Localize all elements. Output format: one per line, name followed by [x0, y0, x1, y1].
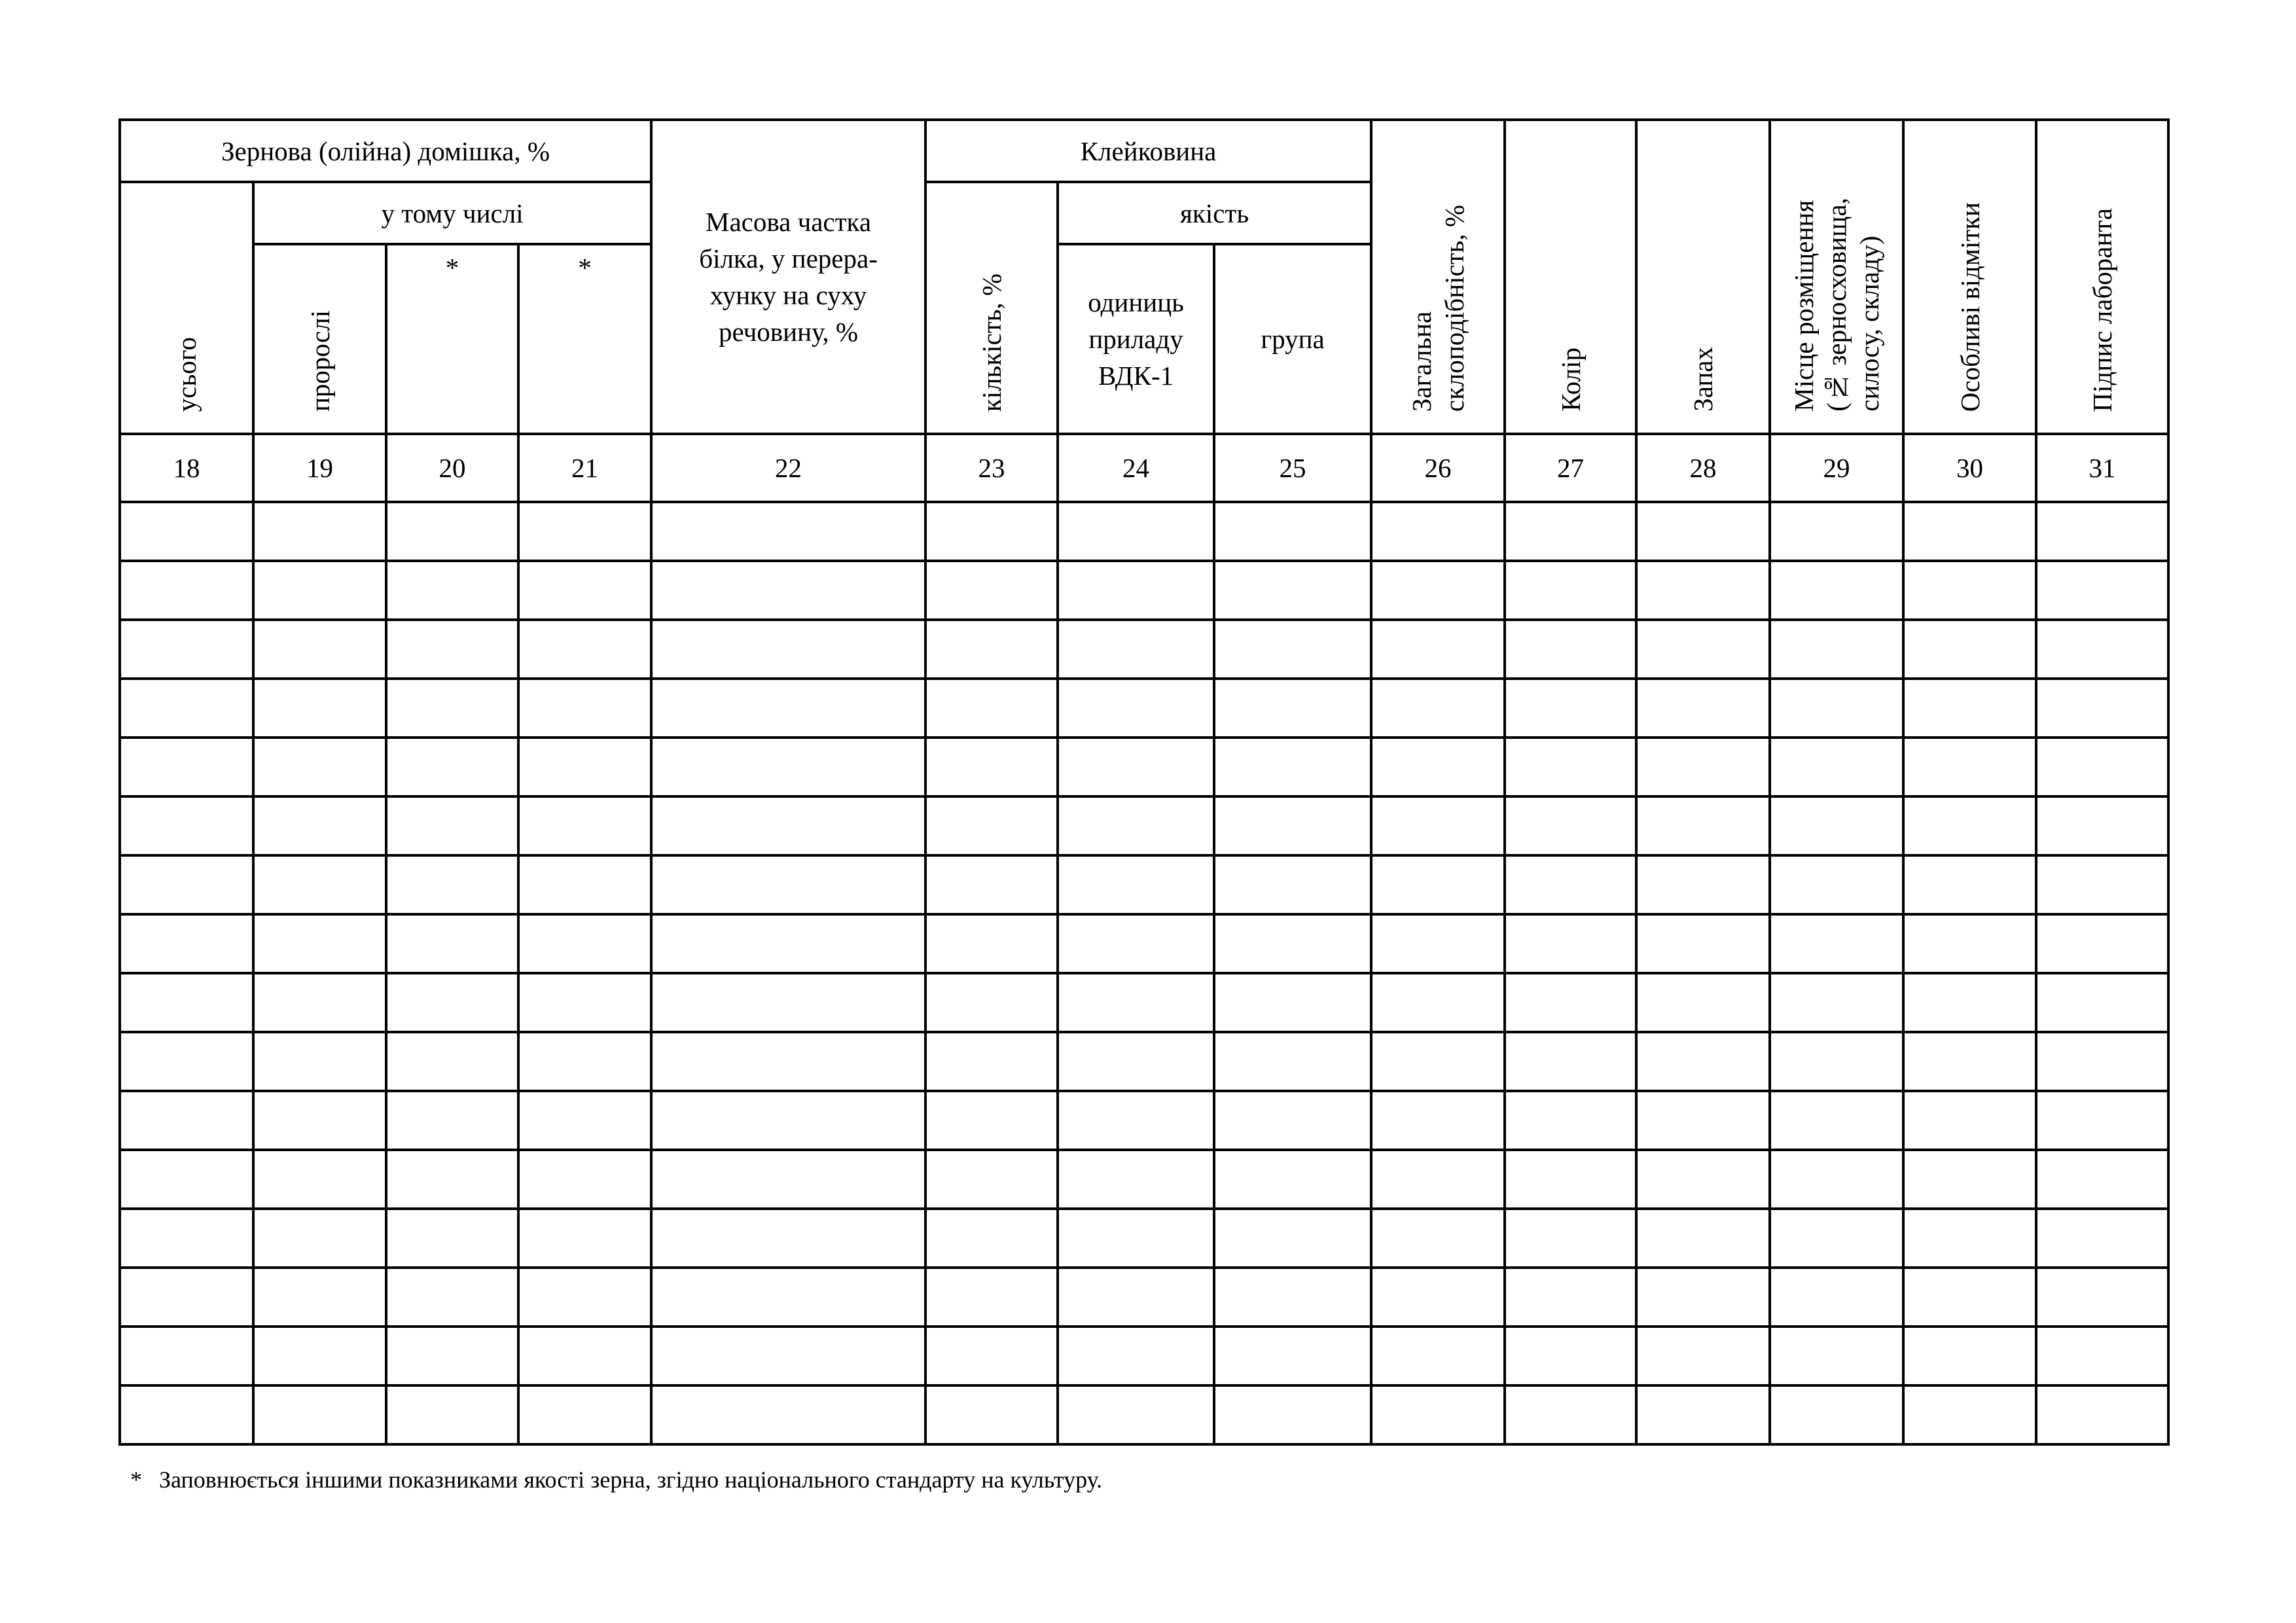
table-cell[interactable]: [2036, 561, 2168, 620]
table-cell[interactable]: [386, 1091, 518, 1150]
table-cell[interactable]: [1636, 1209, 1770, 1268]
table-cell[interactable]: [253, 914, 386, 973]
table-cell[interactable]: [1903, 1385, 2036, 1444]
table-cell[interactable]: [386, 738, 518, 796]
table-cell[interactable]: [1505, 1327, 1636, 1385]
header-color: [1505, 120, 1636, 434]
table-cell[interactable]: [1505, 914, 1636, 973]
table-cell[interactable]: [1214, 561, 1371, 620]
table-cell[interactable]: [1903, 1091, 2036, 1150]
table-cell[interactable]: [1371, 679, 1505, 738]
table-cell[interactable]: [651, 738, 925, 796]
table-cell[interactable]: [1903, 1209, 2036, 1268]
table-cell[interactable]: [518, 1268, 651, 1327]
table-cell[interactable]: [1214, 973, 1371, 1032]
table-cell[interactable]: [2036, 1385, 2168, 1444]
table-cell[interactable]: [120, 502, 253, 561]
table-cell[interactable]: [1371, 620, 1505, 679]
table-cell[interactable]: [518, 620, 651, 679]
table-cell[interactable]: [2036, 914, 2168, 973]
header-gluten: Клейковина: [925, 120, 1371, 182]
table-cell[interactable]: [1371, 1209, 1505, 1268]
table-cell[interactable]: [1214, 502, 1371, 561]
table-cell[interactable]: [925, 1032, 1058, 1091]
table-cell[interactable]: [1770, 1209, 1903, 1268]
table-cell[interactable]: [2036, 796, 2168, 855]
table-cell[interactable]: [1636, 679, 1770, 738]
table-cell[interactable]: [2036, 1209, 2168, 1268]
table-cell[interactable]: [2036, 738, 2168, 796]
table-cell[interactable]: [1636, 502, 1770, 561]
table-cell[interactable]: [651, 1209, 925, 1268]
table-cell[interactable]: [651, 1327, 925, 1385]
table-cell[interactable]: [1214, 1327, 1371, 1385]
table-cell[interactable]: [1903, 738, 2036, 796]
table-cell[interactable]: [518, 1385, 651, 1444]
header-vitreousness-text: Загальна склоподібність, %: [1407, 204, 1470, 412]
column-number: 27: [1505, 434, 1636, 502]
table-cell[interactable]: [1770, 1091, 1903, 1150]
table-cell[interactable]: [518, 855, 651, 914]
table-cell[interactable]: [925, 914, 1058, 973]
table-cell[interactable]: [1214, 620, 1371, 679]
table-cell[interactable]: [1505, 679, 1636, 738]
table-cell[interactable]: [253, 973, 386, 1032]
table-cell[interactable]: [386, 1385, 518, 1444]
table-cell[interactable]: [925, 1091, 1058, 1150]
header-location: [1770, 120, 1903, 434]
table-cell[interactable]: [2036, 1150, 2168, 1209]
table-cell[interactable]: [1505, 502, 1636, 561]
table-cell[interactable]: [2036, 1091, 2168, 1150]
table-cell[interactable]: [1505, 561, 1636, 620]
table-cell[interactable]: [253, 561, 386, 620]
table-cell[interactable]: [120, 855, 253, 914]
header-grain-admixture: Зернова (олійна) домішка, %: [120, 120, 651, 182]
table-cell[interactable]: [518, 1150, 651, 1209]
table-cell[interactable]: [1214, 1091, 1371, 1150]
column-number: 18: [120, 434, 253, 502]
table-cell[interactable]: [1058, 1268, 1214, 1327]
table-cell[interactable]: [1058, 1150, 1214, 1209]
table-cell[interactable]: [518, 502, 651, 561]
table-cell[interactable]: [651, 1091, 925, 1150]
table-row: [120, 1327, 2168, 1385]
table-cell[interactable]: [1058, 502, 1214, 561]
header-signature: [2036, 120, 2168, 434]
header-smell-text: Запах: [1688, 347, 1719, 412]
table-row: [120, 502, 2168, 561]
table-cell[interactable]: [253, 738, 386, 796]
table-cell[interactable]: [1371, 561, 1505, 620]
header-quantity-text: кількість, %: [977, 273, 1007, 412]
table-row: [120, 796, 2168, 855]
table-cell[interactable]: [1770, 1150, 1903, 1209]
table-cell[interactable]: [1214, 679, 1371, 738]
table-cell[interactable]: [1505, 1385, 1636, 1444]
table-row: [120, 679, 2168, 738]
table-cell[interactable]: [1636, 973, 1770, 1032]
table-cell[interactable]: [253, 1091, 386, 1150]
table-cell[interactable]: [518, 738, 651, 796]
table-cell[interactable]: [925, 973, 1058, 1032]
table-cell[interactable]: [120, 1268, 253, 1327]
table-cell[interactable]: [1636, 1327, 1770, 1385]
table-cell[interactable]: [1505, 1032, 1636, 1091]
table-cell[interactable]: [1058, 738, 1214, 796]
header-quality: якість: [1058, 182, 1371, 244]
table-cell[interactable]: [925, 1268, 1058, 1327]
table-cell[interactable]: [1903, 796, 2036, 855]
column-number: 24: [1058, 434, 1214, 502]
table-cell[interactable]: [253, 796, 386, 855]
table-cell[interactable]: [1505, 796, 1636, 855]
table-cell[interactable]: [925, 1150, 1058, 1209]
table-cell[interactable]: [1770, 796, 1903, 855]
table-cell[interactable]: [253, 1150, 386, 1209]
table-cell[interactable]: [925, 679, 1058, 738]
table-cell[interactable]: [386, 973, 518, 1032]
table-cell[interactable]: [2036, 679, 2168, 738]
table-cell[interactable]: [1214, 796, 1371, 855]
table-cell[interactable]: [386, 855, 518, 914]
table-cell[interactable]: [1058, 561, 1214, 620]
table-cell[interactable]: [651, 1268, 925, 1327]
table-cell[interactable]: [925, 561, 1058, 620]
table-cell[interactable]: [120, 620, 253, 679]
table-cell[interactable]: [1371, 1091, 1505, 1150]
table-row: [120, 1268, 2168, 1327]
table-cell[interactable]: [518, 1209, 651, 1268]
table-cell[interactable]: [253, 502, 386, 561]
column-number: 26: [1371, 434, 1505, 502]
table-row: [120, 1091, 2168, 1150]
table-cell[interactable]: [1903, 561, 2036, 620]
table-cell[interactable]: [1770, 561, 1903, 620]
table-cell[interactable]: [1903, 1327, 2036, 1385]
footnote-text: Заповнюється іншими показниками якості зерна, згідно національного стандарту на культуру.: [159, 1467, 1103, 1493]
table-cell[interactable]: [253, 1032, 386, 1091]
table-cell[interactable]: [1505, 1209, 1636, 1268]
table-cell[interactable]: [651, 679, 925, 738]
table-cell[interactable]: [518, 796, 651, 855]
table-cell[interactable]: [253, 1209, 386, 1268]
table-cell[interactable]: [1505, 738, 1636, 796]
header-total: [120, 182, 253, 434]
table-cell[interactable]: [1371, 914, 1505, 973]
header-other-2: *: [518, 244, 651, 434]
table-cell[interactable]: [925, 796, 1058, 855]
column-number: 29: [1770, 434, 1903, 502]
grain-quality-table: [118, 118, 2170, 1446]
table-cell[interactable]: [1214, 855, 1371, 914]
table-cell[interactable]: [253, 620, 386, 679]
table-cell[interactable]: [1636, 561, 1770, 620]
table-cell[interactable]: [1058, 1209, 1214, 1268]
header-units: [1058, 244, 1214, 434]
table-cell[interactable]: [651, 1032, 925, 1091]
table-cell[interactable]: [518, 1327, 651, 1385]
table-row: [120, 914, 2168, 973]
table-cell[interactable]: [1371, 1327, 1505, 1385]
table-cell[interactable]: [651, 1150, 925, 1209]
header-smell: [1636, 120, 1770, 434]
table-row: [120, 1150, 2168, 1209]
table-cell[interactable]: [518, 1091, 651, 1150]
table-cell[interactable]: [1214, 1209, 1371, 1268]
table-row: [120, 561, 2168, 620]
table-cell[interactable]: [1058, 1091, 1214, 1150]
table-cell[interactable]: [1770, 679, 1903, 738]
table-cell[interactable]: [1770, 914, 1903, 973]
table-cell[interactable]: [2036, 1032, 2168, 1091]
table-cell[interactable]: [253, 1268, 386, 1327]
table-cell[interactable]: [1770, 1385, 1903, 1444]
header-including: у тому числі: [253, 182, 651, 244]
table-cell[interactable]: [253, 679, 386, 738]
table-cell[interactable]: [1903, 1268, 2036, 1327]
table-cell[interactable]: [120, 1385, 253, 1444]
header-total-text: усього: [171, 336, 202, 412]
table-cell[interactable]: [925, 1327, 1058, 1385]
table-cell[interactable]: [386, 796, 518, 855]
table-cell[interactable]: [925, 738, 1058, 796]
table-cell[interactable]: [120, 738, 253, 796]
table-cell[interactable]: [925, 620, 1058, 679]
table-row: [120, 1032, 2168, 1091]
column-numbers-row: [120, 434, 2168, 502]
table-cell[interactable]: [1058, 1327, 1214, 1385]
table-cell[interactable]: [386, 502, 518, 561]
column-number: 28: [1636, 434, 1770, 502]
table-cell[interactable]: [2036, 620, 2168, 679]
table-cell[interactable]: [120, 1150, 253, 1209]
header-units-text: одиниць приладу ВДК-1: [1088, 287, 1184, 391]
table-cell[interactable]: [1371, 1032, 1505, 1091]
table-cell[interactable]: [2036, 1268, 2168, 1327]
table-cell[interactable]: [1903, 620, 2036, 679]
table-cell[interactable]: [1058, 679, 1214, 738]
table-cell[interactable]: [1770, 738, 1903, 796]
column-number: 19: [253, 434, 386, 502]
table-cell[interactable]: [518, 561, 651, 620]
table-cell[interactable]: [120, 1209, 253, 1268]
table-cell[interactable]: [1636, 620, 1770, 679]
column-number: 22: [651, 434, 925, 502]
table-cell[interactable]: [1903, 914, 2036, 973]
table-cell[interactable]: [1903, 1150, 2036, 1209]
header-color-text: Колір: [1555, 348, 1586, 412]
table-cell[interactable]: [1636, 738, 1770, 796]
table-cell[interactable]: [1770, 502, 1903, 561]
table-cell[interactable]: [120, 1091, 253, 1150]
table-cell[interactable]: [2036, 1327, 2168, 1385]
table-cell[interactable]: [386, 1209, 518, 1268]
table-cell[interactable]: [1214, 1385, 1371, 1444]
table-cell[interactable]: [1636, 1032, 1770, 1091]
table-cell[interactable]: [386, 1032, 518, 1091]
table-cell[interactable]: [1636, 796, 1770, 855]
table-row: [120, 1385, 2168, 1444]
table-cell[interactable]: [1371, 502, 1505, 561]
table-cell[interactable]: [2036, 502, 2168, 561]
table-cell[interactable]: [386, 1150, 518, 1209]
table-cell[interactable]: [120, 1327, 253, 1385]
table-row: [120, 1209, 2168, 1268]
table-cell[interactable]: [2036, 973, 2168, 1032]
table-cell[interactable]: [1058, 620, 1214, 679]
table-row: [120, 620, 2168, 679]
table-cell[interactable]: [253, 1327, 386, 1385]
table-cell[interactable]: [1371, 796, 1505, 855]
table-cell[interactable]: [1903, 679, 2036, 738]
table-cell[interactable]: [1903, 973, 2036, 1032]
table-cell[interactable]: [1058, 914, 1214, 973]
table-cell[interactable]: [1505, 973, 1636, 1032]
table-cell[interactable]: [1636, 1268, 1770, 1327]
table-cell[interactable]: [1214, 1032, 1371, 1091]
column-number: 31: [2036, 434, 2168, 502]
table-cell[interactable]: [1371, 1385, 1505, 1444]
column-number: 30: [1903, 434, 2036, 502]
column-number: 25: [1214, 434, 1371, 502]
table-cell[interactable]: [120, 973, 253, 1032]
table-cell[interactable]: [1371, 973, 1505, 1032]
table-cell[interactable]: [1505, 620, 1636, 679]
header-location-text: Місце розміщення (№ зерносховища, силосу, складу): [1789, 198, 1885, 412]
table-cell[interactable]: [925, 855, 1058, 914]
table-cell[interactable]: [1214, 1268, 1371, 1327]
table-cell[interactable]: [651, 1385, 925, 1444]
table-cell[interactable]: [386, 1327, 518, 1385]
table-cell[interactable]: [120, 914, 253, 973]
header-group: група: [1214, 244, 1371, 434]
table-cell[interactable]: [1903, 855, 2036, 914]
table-cell[interactable]: [1770, 1032, 1903, 1091]
header-other-1: *: [386, 244, 518, 434]
header-vitreousness: [1371, 120, 1505, 434]
header-sprouted: [253, 244, 386, 434]
table-cell[interactable]: [1636, 1150, 1770, 1209]
table-cell[interactable]: [925, 502, 1058, 561]
table-cell[interactable]: [386, 620, 518, 679]
table-cell[interactable]: [1214, 1150, 1371, 1209]
column-number: 21: [518, 434, 651, 502]
table-cell[interactable]: [518, 1032, 651, 1091]
table-cell[interactable]: [1371, 855, 1505, 914]
table-cell[interactable]: [1636, 1385, 1770, 1444]
table-cell[interactable]: [1058, 796, 1214, 855]
table-cell[interactable]: [1371, 1150, 1505, 1209]
table-cell[interactable]: [120, 796, 253, 855]
table-cell[interactable]: [651, 914, 925, 973]
header-protein: [651, 120, 925, 434]
table-cell[interactable]: [518, 679, 651, 738]
footnote: [130, 1466, 1102, 1493]
table-cell[interactable]: [1903, 1032, 2036, 1091]
header-protein-text: Масова частка білка, у перера- хунку на суху речовину, %: [699, 207, 878, 347]
table-cell[interactable]: [1636, 1091, 1770, 1150]
table-cell[interactable]: [1505, 1091, 1636, 1150]
table-cell[interactable]: [1214, 738, 1371, 796]
table-cell[interactable]: [120, 1032, 253, 1091]
table-cell[interactable]: [386, 561, 518, 620]
table-cell[interactable]: [1505, 1268, 1636, 1327]
table-cell[interactable]: [651, 796, 925, 855]
table-cell[interactable]: [1371, 738, 1505, 796]
table-cell[interactable]: [253, 1385, 386, 1444]
table-cell[interactable]: [1505, 855, 1636, 914]
table-cell[interactable]: [253, 855, 386, 914]
table-cell[interactable]: [1770, 1327, 1903, 1385]
table-cell[interactable]: [1770, 620, 1903, 679]
table-row: [120, 738, 2168, 796]
table-row: [120, 855, 2168, 914]
table-cell[interactable]: [518, 973, 651, 1032]
table-cell[interactable]: [386, 679, 518, 738]
table-cell[interactable]: [651, 855, 925, 914]
header-quantity: [925, 182, 1058, 434]
table-cell[interactable]: [651, 502, 925, 561]
table-cell[interactable]: [120, 679, 253, 738]
table-cell[interactable]: [1636, 914, 1770, 973]
table-cell[interactable]: [1770, 973, 1903, 1032]
table-cell[interactable]: [2036, 855, 2168, 914]
table-cell[interactable]: [386, 914, 518, 973]
header-notes-text: Особливі відмітки: [1954, 202, 1985, 412]
table-cell[interactable]: [1636, 855, 1770, 914]
table-cell[interactable]: [1058, 1032, 1214, 1091]
table-cell[interactable]: [386, 1268, 518, 1327]
footnote-mark: *: [130, 1467, 142, 1493]
table-cell[interactable]: [120, 561, 253, 620]
table-cell[interactable]: [651, 620, 925, 679]
table-cell[interactable]: [1770, 855, 1903, 914]
table-cell[interactable]: [1903, 502, 2036, 561]
table-cell[interactable]: [1214, 914, 1371, 973]
table-cell[interactable]: [1770, 1268, 1903, 1327]
table-cell[interactable]: [925, 1385, 1058, 1444]
table-cell[interactable]: [925, 1209, 1058, 1268]
table-cell[interactable]: [1058, 855, 1214, 914]
header-notes: [1903, 120, 2036, 434]
table-cell[interactable]: [1505, 1150, 1636, 1209]
table-cell[interactable]: [1058, 973, 1214, 1032]
table-cell[interactable]: [651, 973, 925, 1032]
column-number: 20: [386, 434, 518, 502]
column-number: 23: [925, 434, 1058, 502]
table-cell[interactable]: [1371, 1268, 1505, 1327]
table-row: [120, 973, 2168, 1032]
header-sprouted-text: пророслі: [304, 310, 335, 412]
table-cell[interactable]: [651, 561, 925, 620]
table-cell[interactable]: [518, 914, 651, 973]
table-cell[interactable]: [1058, 1385, 1214, 1444]
header-signature-text: Підпис лаборанта: [2087, 207, 2118, 412]
